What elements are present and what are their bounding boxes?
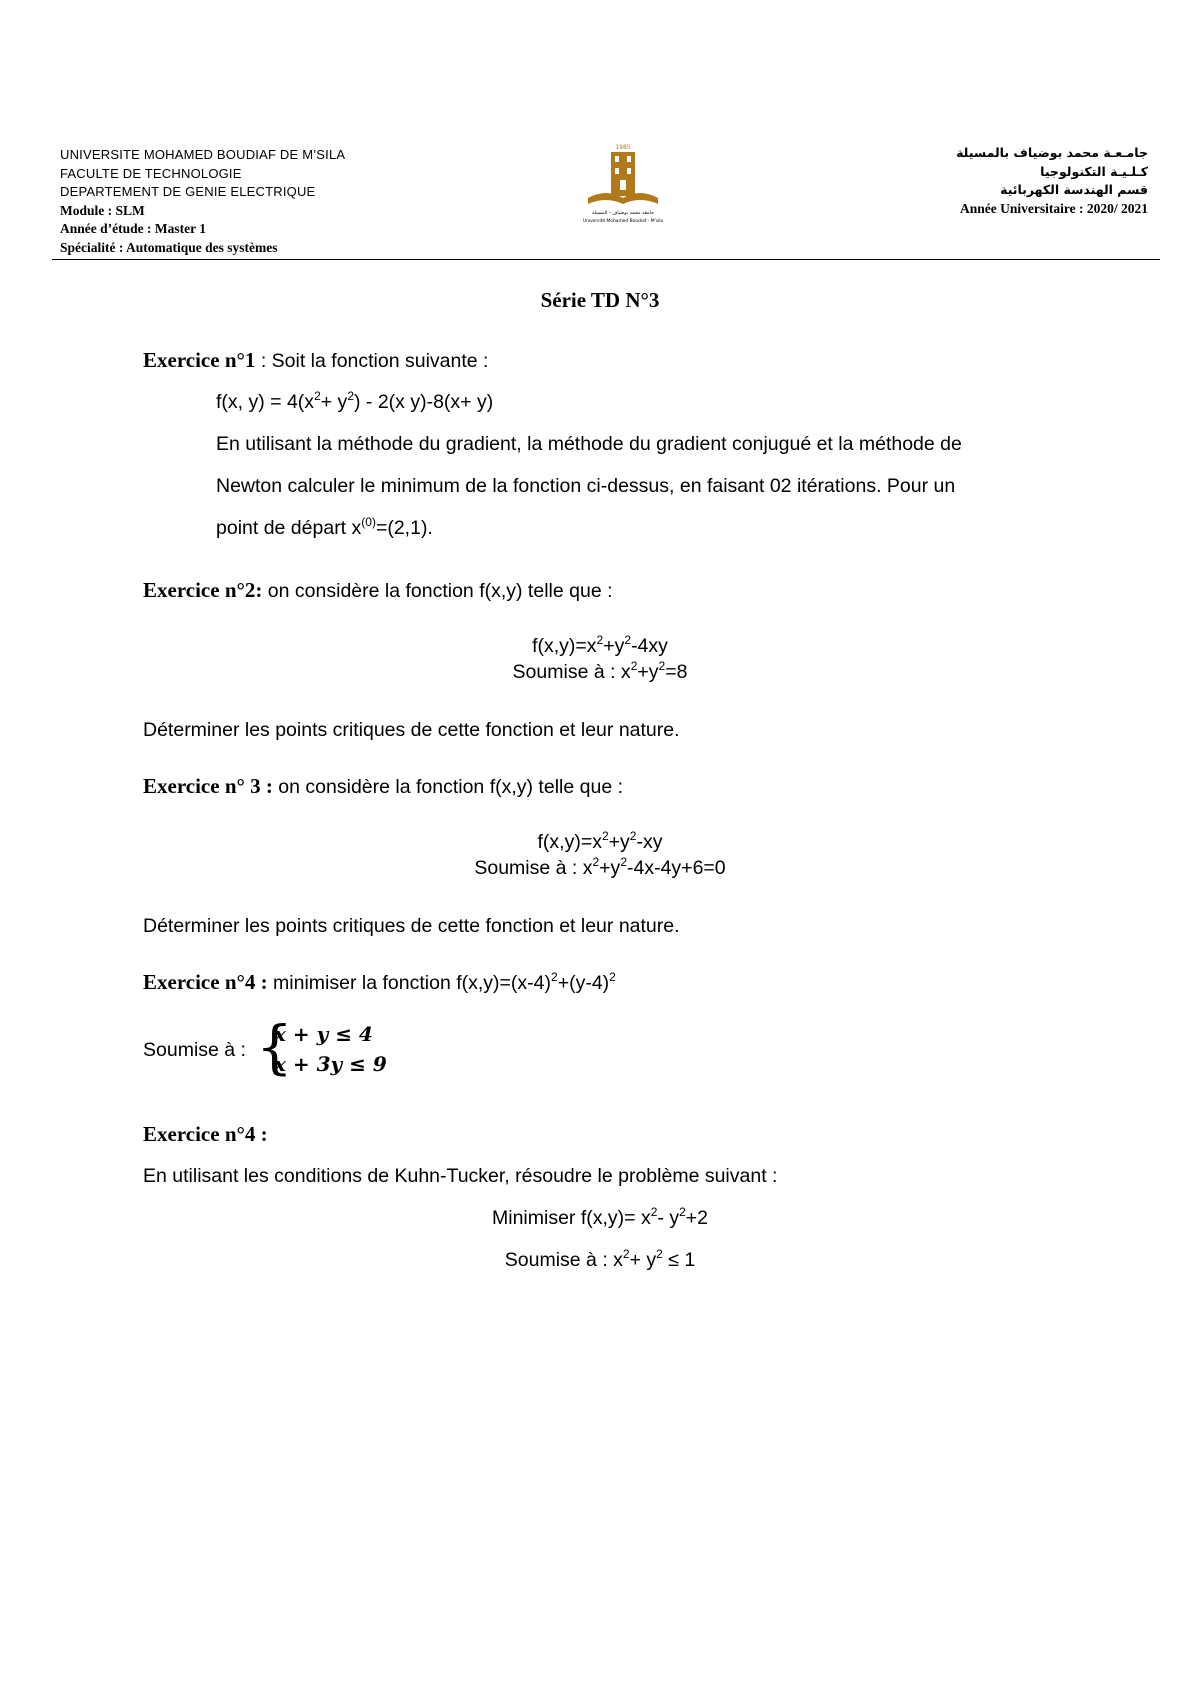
ex4-label: Exercice n°4 : xyxy=(143,970,268,994)
ex5-label: Exercice n°4 : xyxy=(143,1122,268,1146)
ex4-heading: Exercice n°4 : minimiser la fonction $f(x,y)=(x-4)^2+(y-4)^2$ xyxy=(143,970,616,994)
ex4-soumise-label: Soumise à : xyxy=(143,1039,246,1061)
logo-year: 1985 xyxy=(615,144,631,151)
speciality-line: Spécialité : Automatique des systèmes xyxy=(60,239,278,255)
ex5-text: En utilisant les conditions de Kuhn-Tucker, résoudre le problème suivant : xyxy=(143,1165,778,1187)
ex2-constraint: Soumise à : $x^2+y^2=8$ xyxy=(512,659,688,683)
arabic-department: قسم الهندسة الكهربائية xyxy=(1000,182,1148,197)
header-divider xyxy=(52,259,1160,260)
ex3-function: $f(x,y)=x^2+y^2-xy$ xyxy=(537,829,663,853)
university-name: UNIVERSITE MOHAMED BOUDIAF DE M’SILA xyxy=(60,147,346,162)
ex5-constraint: Soumise à : $x^2+ y^2 \le 1$ xyxy=(504,1247,696,1271)
ex1-text-line-2: Newton calculer le minimum de la fonction ci-dessus, en faisant 02 itérations. Pour un xyxy=(216,475,956,497)
header-left xyxy=(60,146,580,257)
ex3-intro: on considère la fonction f(x,y) telle que : xyxy=(272,776,623,798)
ex5-objective: Minimiser $f(x,y)= x^2-$ $y^2+2$ xyxy=(492,1205,708,1229)
ex2-function: $f(x,y)=x^2+y^2-4xy$ xyxy=(532,633,668,657)
ex1-intro: : Soit la fonction suivante : xyxy=(255,350,489,372)
ex5-heading xyxy=(143,1122,268,1147)
ex1-formula: f(x, $y) = 4(x^2+ y^2) - 2(x$ y)-8(x+ y) xyxy=(216,389,494,413)
ex2-heading xyxy=(143,578,613,603)
ex2-intro: on considère la fonction f(x,y) telle que : xyxy=(262,580,613,602)
page-title: Série TD N°3 xyxy=(540,288,660,312)
ex1-label: Exercice n°1 xyxy=(143,348,256,372)
department-name: DEPARTEMENT DE GENIE ELECTRIQUE xyxy=(60,184,316,199)
arabic-faculty: كـلـيـة التكنولوجيا xyxy=(1040,163,1148,179)
study-year-line: Année d’étude : Master 1 xyxy=(60,221,206,236)
ex3-label: Exercice n° 3 : xyxy=(143,774,273,798)
constraint-brace: { xyxy=(256,1013,293,1081)
logo-text-latin: Université Mohamed Boudiaf - M'sila xyxy=(582,219,664,224)
ex4-constraint-1: x + y ≤ 4 xyxy=(274,1022,373,1046)
ex3-conclusion: Déterminer les points critiques de cette fonction et leur nature. xyxy=(143,915,680,937)
university-logo xyxy=(578,140,668,230)
ex1-text-line-3: point de départ $x^{(0)}=(2,1)$. xyxy=(216,515,433,539)
arabic-university: جامـعـة محمد بوضياف بالمسيلة xyxy=(956,145,1148,160)
ex4-constraint-2: x + 3y ≤ 9 xyxy=(274,1052,387,1076)
ex3-heading xyxy=(143,774,623,799)
header-right xyxy=(808,144,1148,218)
faculty-name: FACULTE DE TECHNOLOGIE xyxy=(60,165,242,181)
module-line: Module : SLM xyxy=(60,202,145,218)
ex1-text-line-1: En utilisant la méthode du gradient, la méthode du gradient conjugué et la méthode de xyxy=(216,433,962,455)
ex1-heading xyxy=(143,348,488,373)
logo-text-arabic: جامعة محمد بوضياف - المسيلة xyxy=(592,211,654,216)
academic-year: Année Universitaire : 2020/ 2021 xyxy=(960,200,1148,216)
ex3-constraint: Soumise à : $x^2+y^2-4x-4y+6=0$ xyxy=(474,855,726,879)
ex2-conclusion: Déterminer les points critiques de cette fonction et leur nature. xyxy=(143,719,680,741)
ex2-label: Exercice n°2: xyxy=(143,578,263,602)
